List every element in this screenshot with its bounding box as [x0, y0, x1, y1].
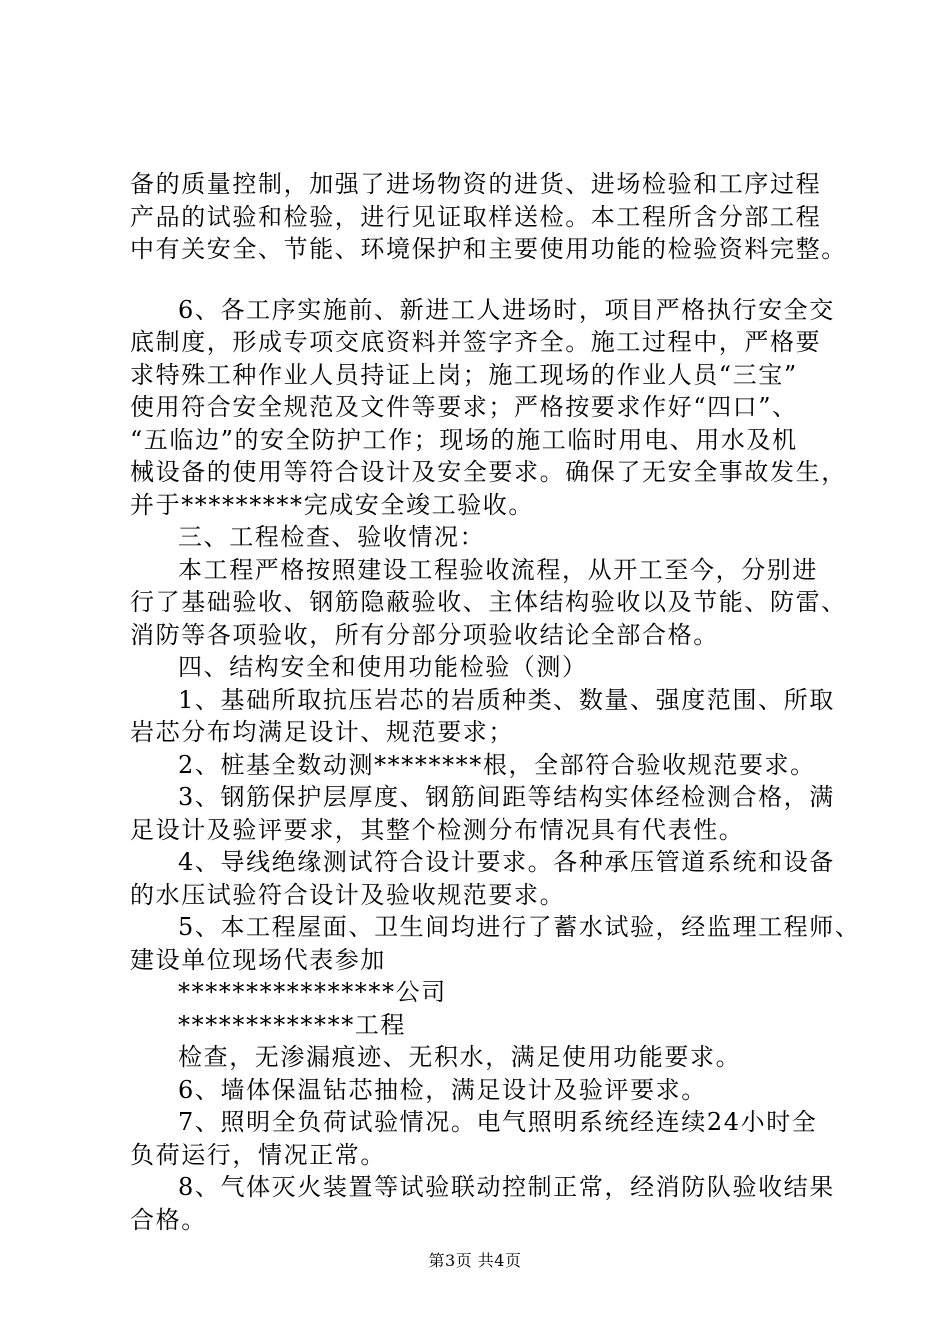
company-line: [130, 976, 840, 1009]
text-line: 1、基础所取抗压岩芯的岩质种类、数量、强度范围、所取: [178, 685, 835, 714]
inspection-result: [130, 1041, 840, 1074]
project-line: [130, 1009, 840, 1042]
list-item-lighting: [130, 1106, 840, 1171]
list-item-water-test: [130, 911, 861, 976]
list-item-wall-insulation: [130, 1074, 840, 1107]
text-line: 消防等各项验收，所有分部分项验收结论全部合格。: [130, 620, 719, 649]
text-line: 本工程严格按照建设工程验收流程，从开工至今，分别进: [178, 555, 818, 584]
text-line: 负荷运行，情况正常。: [130, 1140, 386, 1169]
text-line: ****************公司: [178, 978, 447, 1006]
text-line: 并于*********完成安全竣工验收。: [130, 490, 534, 519]
text-line: 8、气体灭火装置等试验联动控制正常，经消防队验收结果: [178, 1173, 835, 1201]
text-line: 3、钢筋保护层厚度、钢筋间距等结构实体经检测合格，满: [178, 783, 835, 811]
text-line: 5、本工程屋面、卫生间均进行了蓄水试验，经监理工程师、: [178, 913, 861, 941]
text-line: 产品的试验和检验，进行见证取样送检。本工程所含分部工程: [130, 202, 822, 231]
text-line: 足设计及验评要求，其整个检测分布情况具有代表性。: [130, 815, 745, 844]
list-item-pile: [130, 749, 840, 782]
text-line: 检查，无渗漏痕迹、无积水，满足使用功能要求。: [178, 1043, 742, 1071]
text-line: 2、桩基全数动测********根，全部符合验收规范要求。: [178, 750, 816, 779]
text-line: 建设单位现场代表参加: [130, 945, 386, 974]
text-line: 械设备的使用等符合设计及安全要求。确保了无安全事故发生，: [130, 458, 847, 486]
section-heading: 三、工程检查、验收情况：: [178, 523, 486, 551]
text-line: 4、导线绝缘测试符合设计要求。各种承压管道系统和设备: [178, 848, 835, 876]
text-line: 的水压试验符合设计及验收规范要求。: [130, 880, 566, 909]
text-line: 岩芯分布均满足设计、规范要求；: [130, 718, 514, 746]
section-heading: 四、结构安全和使用功能检验（测）: [178, 653, 588, 681]
text-line: 合格。: [130, 1205, 207, 1234]
text-line: 行了基础验收、钢筋隐蔽验收、主体结构验收以及节能、防雷、: [130, 588, 847, 616]
text-line: 7、照明全负荷试验情况。电气照明系统经连续24小时全: [178, 1108, 818, 1136]
text-line: 6、各工序实施前、新进工人进场时，项目严格执行安全交: [178, 295, 835, 324]
text-line: 使用符合安全规范及文件等要求；严格按要求作好“四口”、: [130, 393, 798, 421]
list-item-insulation: [130, 846, 840, 911]
section-heading-inspection: [130, 521, 840, 554]
text-line: 中有关安全、节能、环境保护和主要使用功能的检验资料完整。: [130, 235, 847, 263]
paragraph-quality-control: [130, 168, 847, 266]
text-line: *************工程: [178, 1010, 406, 1039]
page-number-footer: 第3页 共4页: [428, 1251, 522, 1270]
list-item-foundation: [130, 684, 840, 749]
text-line: 6、墙体保温钻芯抽检，满足设计及验评要求。: [178, 1075, 707, 1104]
list-item-fire-suppression: [130, 1171, 840, 1236]
paragraph-acceptance: [130, 554, 847, 652]
text-line: 底制度，形成专项交底资料并签字齐全。施工过程中，严格要: [130, 328, 822, 356]
list-item-rebar: [130, 781, 840, 846]
section-heading-testing: [130, 651, 840, 684]
paragraph-gap: [130, 266, 840, 294]
text-line: 求特殊工种作业人员持证上岗；施工现场的作业人员“三宝”: [130, 360, 798, 389]
document-body: [130, 168, 861, 1236]
text-line: 备的质量控制，加强了进场物资的进货、进场检验和工序过程: [130, 170, 822, 198]
paragraph-safety: [130, 294, 847, 522]
text-line: “五临边”的安全防护工作；现场的施工临时用电、用水及机: [130, 425, 798, 454]
